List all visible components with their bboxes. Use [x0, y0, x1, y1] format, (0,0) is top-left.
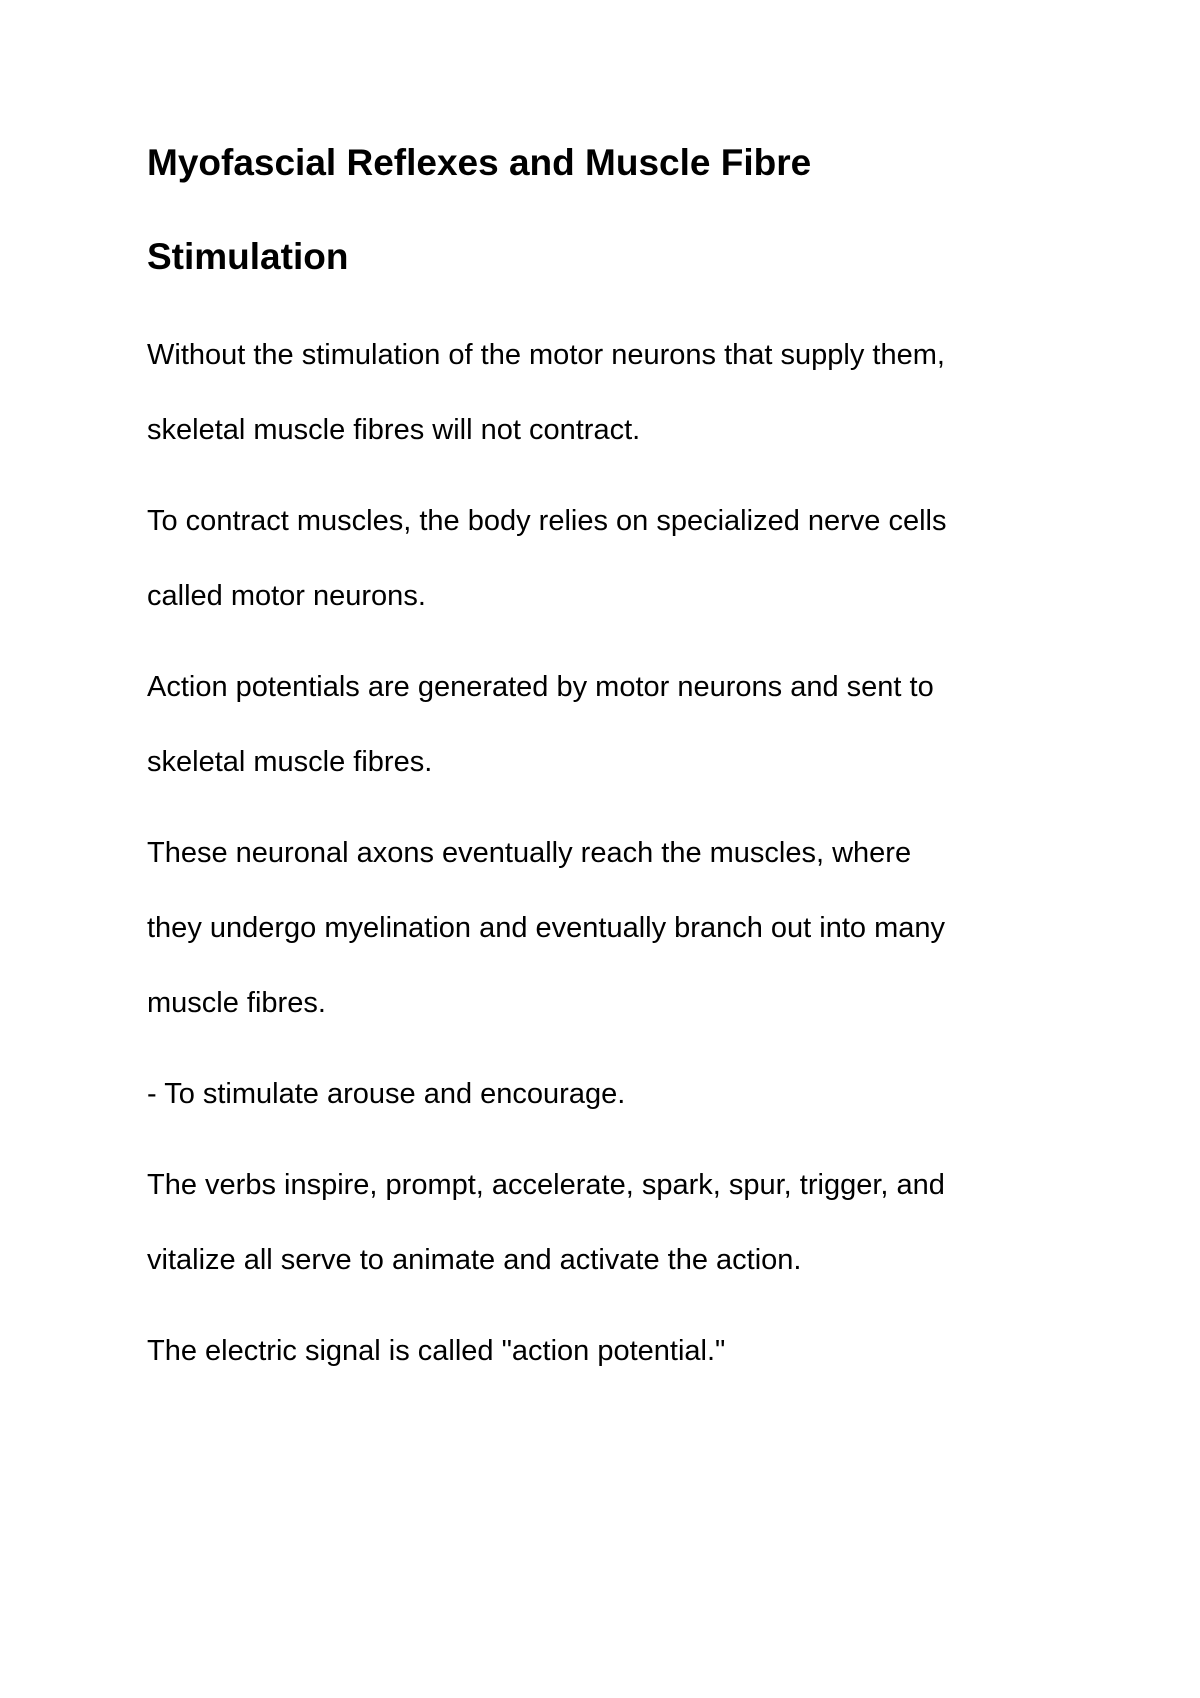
paragraph-line: Without the stimulation of the motor neurons that supply them,	[147, 339, 945, 371]
paragraph-line: called motor neurons.	[147, 580, 426, 612]
paragraph-line: The electric signal is called "action potential."	[147, 1335, 726, 1367]
paragraph-5	[147, 1057, 1067, 1132]
paragraph-line: muscle fibres.	[147, 987, 326, 1019]
title-line-1: Myofascial Reflexes and Muscle Fibre	[147, 142, 812, 183]
paragraph-line: Action potentials are generated by motor neurons and sent to	[147, 671, 934, 703]
paragraph-line: they undergo myelination and eventually branch out into many	[147, 912, 946, 944]
paragraph-line: skeletal muscle fibres will not contract.	[147, 414, 641, 446]
paragraph-line: The verbs inspire, prompt, accelerate, spark, spur, trigger, and	[147, 1169, 945, 1201]
paragraph-line: These neuronal axons eventually reach the muscles, where	[147, 837, 912, 869]
paragraph-1	[147, 318, 1067, 468]
document-content	[147, 140, 1067, 1405]
paragraph-4	[147, 816, 1067, 1041]
paragraph-6	[147, 1148, 1067, 1298]
paragraph-line: vitalize all serve to animate and activate the action.	[147, 1244, 802, 1276]
paragraph-7	[147, 1314, 1067, 1389]
document-title	[147, 116, 1067, 304]
title-line-2: Stimulation	[147, 236, 349, 277]
paragraph-line: - To stimulate arouse and encourage.	[147, 1078, 626, 1110]
paragraph-3	[147, 650, 1067, 800]
paragraph-line: To contract muscles, the body relies on specialized nerve cells	[147, 505, 947, 537]
paragraph-line: skeletal muscle fibres.	[147, 746, 433, 778]
paragraph-2	[147, 484, 1067, 634]
